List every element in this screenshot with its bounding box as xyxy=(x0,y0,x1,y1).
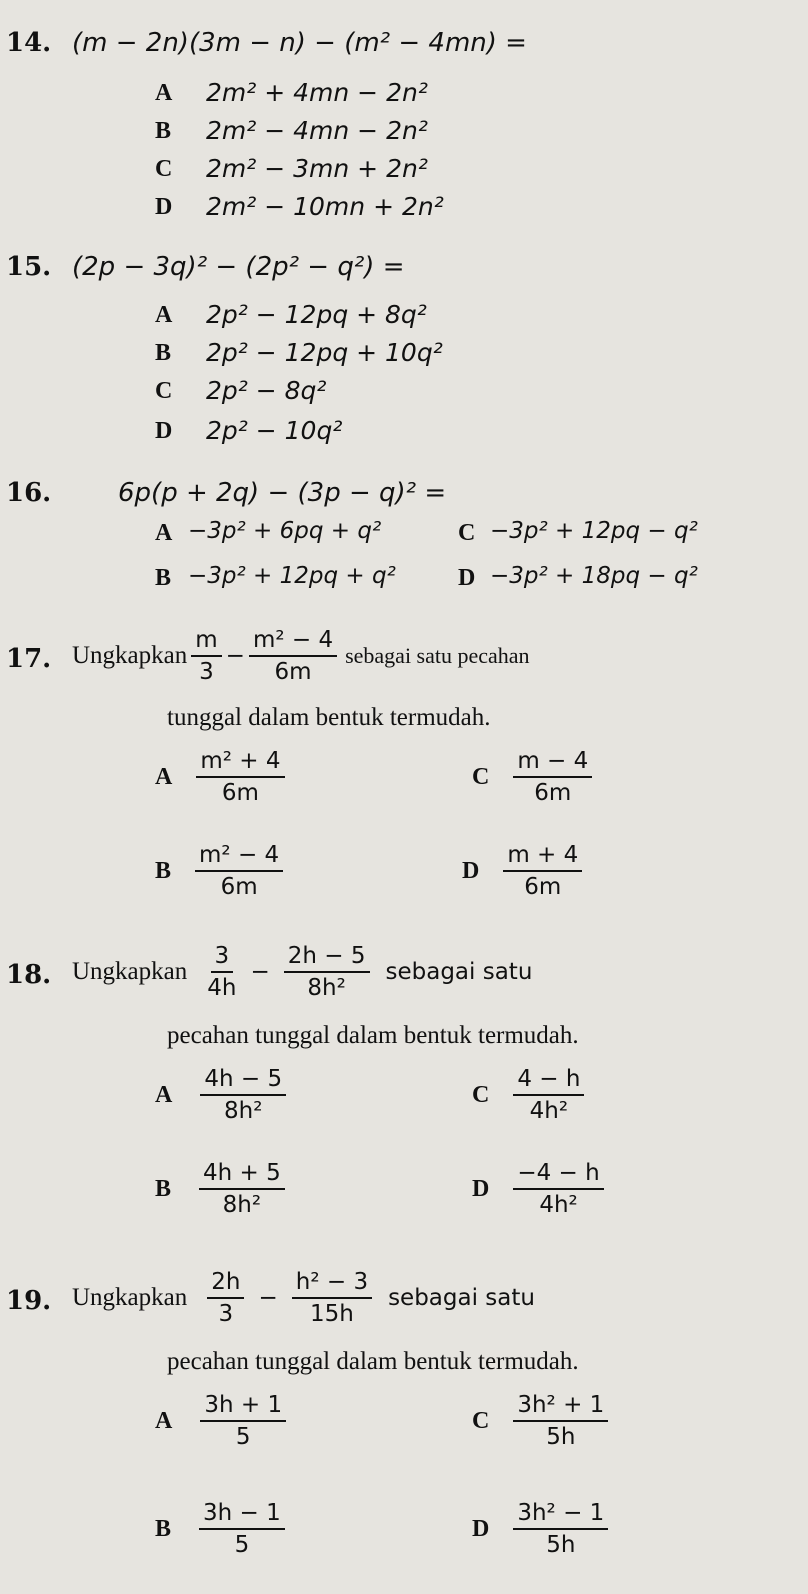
option-b[interactable] xyxy=(155,1500,289,1558)
option-letter: C xyxy=(472,1081,490,1108)
option-fraction xyxy=(503,842,582,900)
option-b[interactable] xyxy=(155,1160,289,1218)
numerator: 3h + 1 xyxy=(200,1392,286,1422)
option-a[interactable] xyxy=(155,748,289,806)
option-text: 2p² − 10q² xyxy=(206,416,343,445)
denominator: 15h xyxy=(309,1301,354,1327)
numerator: −4 − h xyxy=(513,1160,603,1190)
denominator: 4h² xyxy=(539,1192,578,1218)
option-text: 2p² − 12pq + 10q² xyxy=(206,338,443,367)
question-number: 18. xyxy=(6,960,52,990)
option-letter: B xyxy=(155,565,172,591)
option-letter: A xyxy=(155,302,173,328)
option-fraction xyxy=(200,1392,286,1450)
stem-operator: − xyxy=(225,643,245,669)
option-fraction xyxy=(199,1160,285,1218)
option-d[interactable] xyxy=(472,1500,612,1558)
numerator: 3h − 1 xyxy=(199,1500,285,1530)
option-letter: B xyxy=(155,857,172,884)
denominator: 6m xyxy=(221,780,259,806)
option-letter: D xyxy=(472,1515,490,1542)
numerator: h² − 3 xyxy=(292,1269,372,1299)
option-text: 2m² − 3mn + 2n² xyxy=(206,154,428,183)
question-stem xyxy=(72,620,530,692)
stem-lead: Ungkapkan xyxy=(72,642,188,669)
numerator: 4h − 5 xyxy=(200,1066,286,1096)
option-letter: C xyxy=(472,1407,490,1434)
option-c[interactable] xyxy=(472,748,596,806)
denominator: 3 xyxy=(199,659,214,685)
option-letter: A xyxy=(155,763,173,790)
option-letter: C xyxy=(458,520,476,546)
option-text: 2m² − 4mn − 2n² xyxy=(206,116,428,145)
denominator: 6m xyxy=(534,780,572,806)
denominator: 8h² xyxy=(224,1098,263,1124)
numerator: 3 xyxy=(211,943,234,973)
question-number: 17. xyxy=(6,644,52,674)
option-d[interactable] xyxy=(472,1160,608,1218)
option-letter: C xyxy=(155,378,173,404)
stem-line-2: pecahan tunggal dalam bentuk termudah. xyxy=(167,1348,579,1375)
option-fraction xyxy=(196,748,284,806)
denominator: 6m xyxy=(220,874,258,900)
numerator: 2h xyxy=(207,1269,244,1299)
stem-operator: − xyxy=(250,959,270,985)
denominator: 8h² xyxy=(222,1192,262,1218)
option-text: 2p² − 8q² xyxy=(206,376,327,405)
option-fraction xyxy=(513,748,592,806)
denominator: 5h xyxy=(546,1532,576,1558)
option-letter: B xyxy=(155,340,172,366)
question-expression: (m − 2n)(3m − n) − (m² − 4mn) = xyxy=(72,28,527,58)
stem-fraction-1 xyxy=(207,943,236,1001)
option-text: 2p² − 12pq + 8q² xyxy=(206,300,427,329)
option-fraction xyxy=(200,1066,286,1124)
stem-lead: Ungkapkan xyxy=(72,958,188,985)
option-a[interactable] xyxy=(155,1392,290,1450)
numerator: 4h + 5 xyxy=(199,1160,285,1190)
option-fraction xyxy=(195,842,283,900)
denominator: 5h xyxy=(546,1424,576,1450)
option-letter: D xyxy=(155,418,173,444)
numerator: m² − 4 xyxy=(195,842,283,872)
option-letter: A xyxy=(155,520,173,546)
stem-lead: Ungkapkan xyxy=(72,1284,188,1311)
option-fraction xyxy=(513,1500,608,1558)
option-text: 2m² − 10mn + 2n² xyxy=(206,192,444,221)
option-letter: D xyxy=(458,565,476,591)
question-expression: (2p − 3q)² − (2p² − q²) = xyxy=(72,252,405,282)
question-stem xyxy=(72,936,532,1008)
question-number: 14. xyxy=(6,28,52,58)
stem-tail: sebagai satu xyxy=(385,959,533,985)
option-c[interactable] xyxy=(472,1066,588,1124)
question-number: 16. xyxy=(6,478,52,508)
option-letter: C xyxy=(155,156,173,182)
option-text: −3p² + 12pq + q² xyxy=(188,563,396,589)
stem-tail: sebagai satu xyxy=(388,1285,535,1311)
option-text: 2m² + 4mn − 2n² xyxy=(206,78,428,107)
denominator: 4h xyxy=(207,975,237,1001)
denominator: 6m xyxy=(524,874,562,900)
numerator: m xyxy=(191,627,221,657)
option-a[interactable] xyxy=(155,1066,290,1124)
stem-line-2: pecahan tunggal dalam bentuk termudah. xyxy=(167,1022,579,1049)
option-text: −3p² + 12pq − q² xyxy=(490,518,698,544)
option-letter: B xyxy=(155,1175,172,1202)
option-letter: D xyxy=(462,857,480,884)
numerator: m − 4 xyxy=(513,748,592,778)
option-letter: A xyxy=(155,80,173,106)
option-fraction xyxy=(199,1500,285,1558)
denominator: 5 xyxy=(235,1424,251,1450)
numerator: 3h² + 1 xyxy=(513,1392,608,1422)
numerator: 2h − 5 xyxy=(284,943,370,973)
option-text: −3p² + 6pq + q² xyxy=(188,518,382,544)
option-letter: A xyxy=(155,1081,173,1108)
option-fraction xyxy=(513,1392,608,1450)
stem-line-2: tunggal dalam bentuk termudah. xyxy=(167,704,491,731)
denominator: 6m xyxy=(274,659,312,685)
denominator: 4h² xyxy=(529,1098,569,1124)
stem-tail: sebagai satu pecahan xyxy=(345,643,530,668)
denominator: 8h² xyxy=(307,975,346,1001)
stem-fraction-1 xyxy=(207,1269,244,1327)
option-d[interactable] xyxy=(462,842,586,900)
option-letter: C xyxy=(472,763,490,790)
question-number: 19. xyxy=(6,1286,52,1316)
question-expression: 6p(p + 2q) − (3p − q)² = xyxy=(118,478,447,508)
stem-fraction-2 xyxy=(292,1269,372,1327)
question-stem xyxy=(72,1262,535,1334)
numerator: m + 4 xyxy=(503,842,582,872)
option-b[interactable] xyxy=(155,842,287,900)
numerator: m² + 4 xyxy=(196,748,284,778)
option-fraction xyxy=(513,1066,584,1124)
question-number: 15. xyxy=(6,252,52,282)
stem-fraction-1 xyxy=(191,627,221,685)
option-letter: D xyxy=(155,194,173,220)
option-letter: D xyxy=(472,1175,490,1202)
numerator: m² − 4 xyxy=(249,627,337,657)
option-c[interactable] xyxy=(472,1392,612,1450)
option-letter: B xyxy=(155,118,172,144)
option-letter: A xyxy=(155,1407,173,1434)
denominator: 3 xyxy=(218,1301,234,1327)
stem-fraction-2 xyxy=(284,943,370,1001)
option-letter: B xyxy=(155,1515,172,1542)
option-fraction xyxy=(513,1160,603,1218)
numerator: 3h² − 1 xyxy=(513,1500,608,1530)
stem-fraction-2 xyxy=(249,627,337,685)
option-text: −3p² + 18pq − q² xyxy=(490,563,698,589)
stem-operator: − xyxy=(258,1285,278,1311)
denominator: 5 xyxy=(234,1532,250,1558)
numerator: 4 − h xyxy=(513,1066,584,1096)
